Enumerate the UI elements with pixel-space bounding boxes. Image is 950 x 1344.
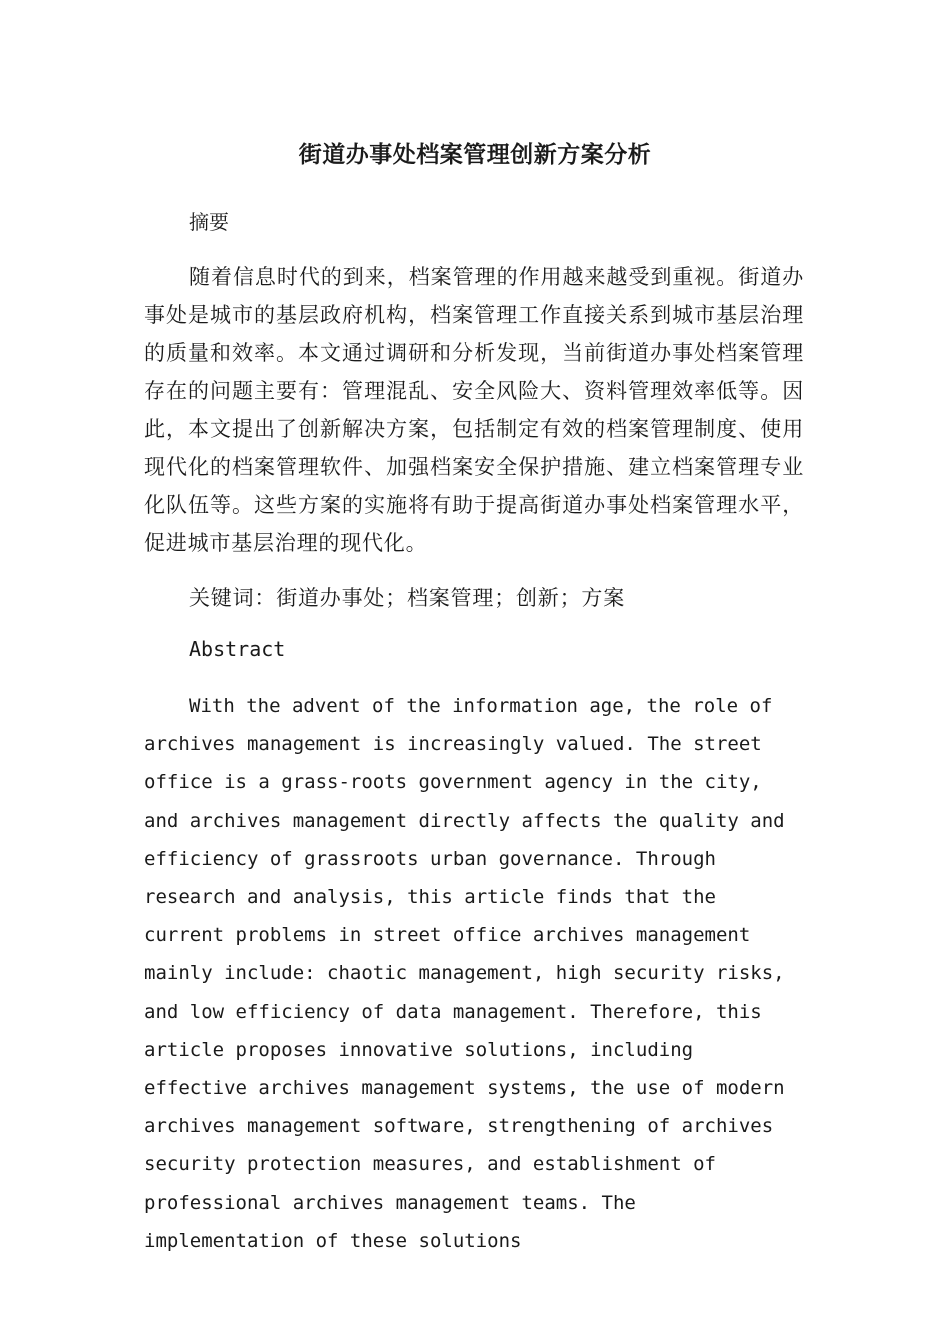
abstract-en-heading: Abstract [189, 637, 286, 661]
abstract-zh-body: 随着信息时代的到来，档案管理的作用越来越受到重视。街道办事处是城市的基层政府机构，档案管理工作直接关系到城市基层治理的质量和效率。本文通过调研和分析发现，当前街道办事处档案管理存在的问题主要有：管理混乱、安全风险大、资料管理效率低等。因此，本文提出了创新解决方案，包括制定有效的档案管理制度、使用现代化的档案管理软件、加强档案安全保护措施、建立档案管理专业化队伍等。这些方案的实施将有助于提高街道办事处档案管理水平，促进城市基层治理的现代化。 [144, 265, 804, 555]
keywords-line: 关键词：街道办事处；档案管理；创新；方案 [189, 586, 625, 610]
abstract-zh-heading: 摘要 [189, 210, 229, 234]
abstract-en-body: With the advent of the information age, the role of archives management is increasingly valued. The street office is a grass-roots government agency in the city, and archives management directly affects the quality and efficiency of grassroots urban governance. Through research and analysis, this article finds that the current problems in street office archives management mainly include: chaotic management, high security risks, and low efficiency of data management. Therefore, this article proposes innovative solutions, including effective archives management systems, the use of modern archives management software, strengthening of archives security protection measures, and establishment of professional archives management teams. The implementation of these solutions [144, 695, 785, 1252]
document-title: 街道办事处档案管理创新方案分析 [298, 142, 652, 168]
